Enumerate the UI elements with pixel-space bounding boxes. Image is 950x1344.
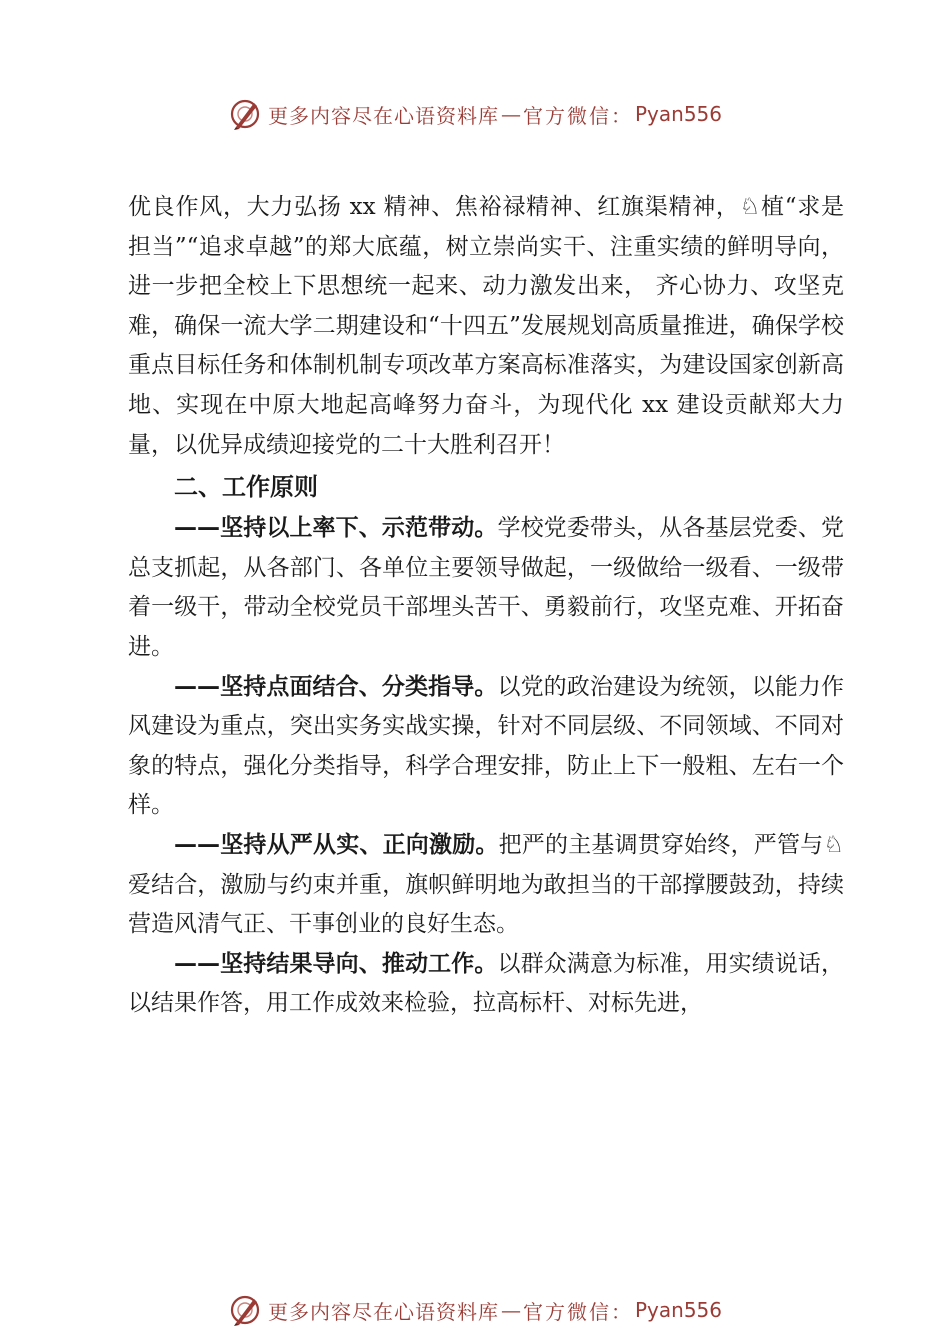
- pen-logo-icon: [228, 97, 262, 131]
- banner-contact-id: Pyan556: [634, 1298, 722, 1322]
- banner-site-text: 更多内容尽在心语资料库: [267, 1299, 499, 1324]
- principle-paragraph: [128, 509, 844, 667]
- header-banner: [0, 94, 950, 134]
- principle-paragraph: [128, 945, 844, 1024]
- principle-lead: ——坚持以上率下、示范带动。: [174, 515, 498, 542]
- banner-contact-label: 官方微信：: [522, 1299, 633, 1324]
- principle-lead: ——坚持点面结合、分类指导。: [174, 673, 498, 700]
- document-body: [128, 188, 844, 1024]
- principle-body: 学校党委带头，从各基层党委、党总支抓起，从各部门、各单位主要领导做起，一级做给一级看、一级带着一级干，带动全校党员干部埋头苦干、勇毅前行，攻坚克难、开拓奋进。: [128, 515, 845, 660]
- pen-logo-icon: [228, 1293, 262, 1327]
- footer-banner: [0, 1290, 950, 1330]
- principle-body: 以党的政治建设为统领，以能力作风建设为重点，突出实务实战实操，针对不同层级、不同领域、不同对象的特点，强化分类指导，科学合理安排，防止上下一般粗、左右一个样。: [128, 673, 845, 819]
- principle-lead: ——坚持结果导向、推动工作。: [174, 950, 498, 977]
- principle-lead: ——坚持从严从实、正向激励。: [174, 831, 499, 858]
- banner-contact-label: 官方微信：: [522, 103, 633, 128]
- banner-separator: —: [500, 1298, 521, 1322]
- section-heading: 二、工作原则: [174, 473, 318, 502]
- principle-body: 把严的主基调贯穿始终，严管与♘爱结合，激励与约束并重，旗帜鲜明地为敢担当的干部撑腰鼓劲，持续营造风清气正、干事创业的良好生态。: [128, 831, 845, 938]
- principle-paragraph: [128, 668, 844, 826]
- banner-site-text: 更多内容尽在心语资料库: [267, 103, 499, 128]
- banner-contact-id: Pyan556: [634, 102, 722, 126]
- intro-paragraph: 优良作风，大力弘扬 xx 精神、焦裕禄精神、红旗渠精神，♘植“求是担当”“追求卓越”的郑大底蕴，树立崇尚实干、注重实绩的鲜明导向，进一步把全校上下思想统一起来、动力激发出来， 齐心协力、攻坚克难，确保一流大学二期建设和“十四五”发展规划高质量推进，确保学校重点目标任务和体制机制专项改革方案高标准落实，为建设国家创新高地、实现在中原大地起高峰努力奋斗，为现代化 xx 建设贡献郑大力量，以优异成绩迎接党的二十大胜利召开！: [128, 194, 844, 458]
- principle-body: 以群众满意为标准，用实绩说话，以结果作答，用工作成效来检验，拉高标杆、对标先进，: [128, 950, 845, 1017]
- banner-separator: —: [500, 102, 521, 126]
- principle-paragraph: [128, 826, 844, 945]
